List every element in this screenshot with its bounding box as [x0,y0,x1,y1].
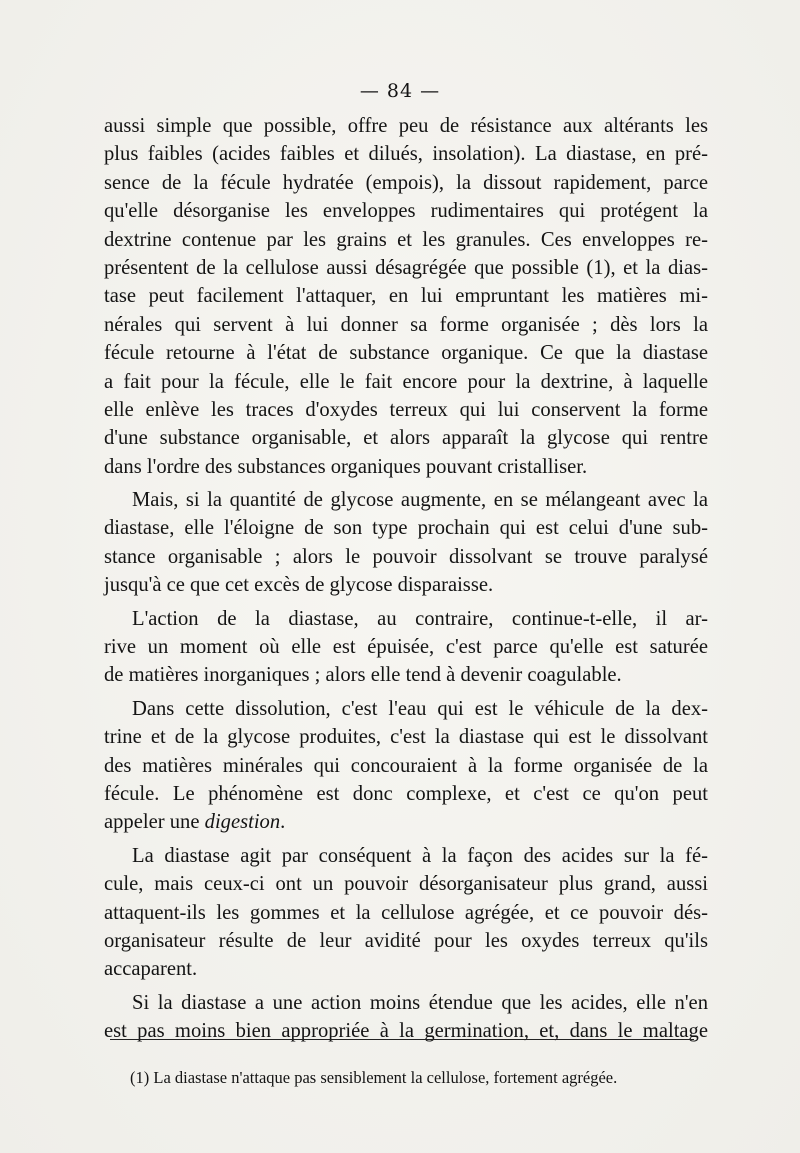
paragraph-6 [104,989,708,1046]
text-line: de matières inorganiques ; alors elle tend à devenir coagulable. [104,664,622,687]
text-line: fécule retourne à l'état de substance organique. Ce que la diastase [104,342,708,365]
text-line: stance organisable ; alors le pouvoir dissolvant se trouve paralysé [104,545,708,568]
emphasis-word: digestion [204,811,281,834]
text-line: Mais, si la quantité de glycose augmente, en se mélangeant avec la [132,489,708,512]
footnote: (1) La diastase n'attaque pas sensiblement la cellulose, fortement agrégée. [130,1068,618,1087]
text-line: jusqu'à ce que cet excès de glycose disparaisse. [104,574,494,597]
text-line: trine et de la glycose produites, c'est la diastase qui est le dissolvant [104,726,708,749]
text-line: Si la diastase a une action moins étendue que les acides, elle n'en [132,991,708,1014]
paragraph-4 [104,695,708,837]
text-line: cule, mais ceux-ci ont un pouvoir désorganisateur plus grand, aussi [104,873,708,896]
paragraph-5 [104,842,708,984]
text-line: nérales qui servent à lui donner sa forme organisée ; dès lors la [104,313,708,336]
text-fragment: appeler une [104,811,205,834]
paragraph-3 [104,605,708,690]
text-line: attaquent-ils les gommes et la cellulose agrégée, et ce pouvoir dés- [104,901,708,924]
text-line [104,808,708,836]
text-line: des matières minérales qui concouraient à la forme organisée de la [104,754,708,777]
page-number: — 84 — [359,80,441,102]
text-line: sence de la fécule hydratée (empois), la dissout rapidement, parce [104,171,708,194]
text-line: rive un moment où elle est épuisée, c'est parce qu'elle est saturée [104,636,708,659]
footnote-divider [110,1039,694,1040]
text-line: d'une substance organisable, et alors apparaît la glycose qui rentre [104,427,708,450]
body-text [104,112,708,1051]
text-line: L'action de la diastase, au contraire, continue-t-elle, il ar- [132,607,708,630]
text-line: diastase, elle l'éloigne de son type prochain qui est celui d'une sub- [104,517,708,540]
text-line: organisateur résulte de leur avidité pour les oxydes terreux qu'ils [104,929,708,952]
paragraph-1 [104,112,708,481]
text-line: elle enlève les traces d'oxydes terreux qui lui conservent la forme [104,398,708,421]
text-line: plus faibles (acides faibles et dilués, insolation). La diastase, en pré- [104,143,708,166]
text-line: tase peut facilement l'attaquer, en lui empruntant les matières mi- [104,285,708,308]
text-line: dextrine contenue par les grains et les granules. Ces enveloppes re- [104,228,708,251]
text-line: qu'elle désorganise les enveloppes rudimentaires qui protégent la [104,200,708,223]
text-line: accaparent. [104,958,198,981]
text-line: a fait pour la fécule, elle le fait encore pour la dextrine, à laquelle [104,370,708,393]
text-line: dans l'ordre des substances organiques pouvant cristalliser. [104,455,588,478]
text-line: est pas moins bien appropriée à la germination, et, dans le maltage [104,1020,708,1043]
text-line: Dans cette dissolution, c'est l'eau qui est le véhicule de la dex- [132,697,708,720]
text-line: présentent de la cellulose aussi désagrégée que possible (1), et la dias- [104,256,708,279]
paragraph-2 [104,486,708,600]
text-line: fécule. Le phénomène est donc complexe, et c'est ce qu'on peut [104,782,708,805]
text-line: La diastase agit par conséquent à la façon des acides sur la fé- [132,844,708,867]
text-line: aussi simple que possible, offre peu de résistance aux altérants les [104,115,708,137]
text-fragment: . [280,811,286,834]
